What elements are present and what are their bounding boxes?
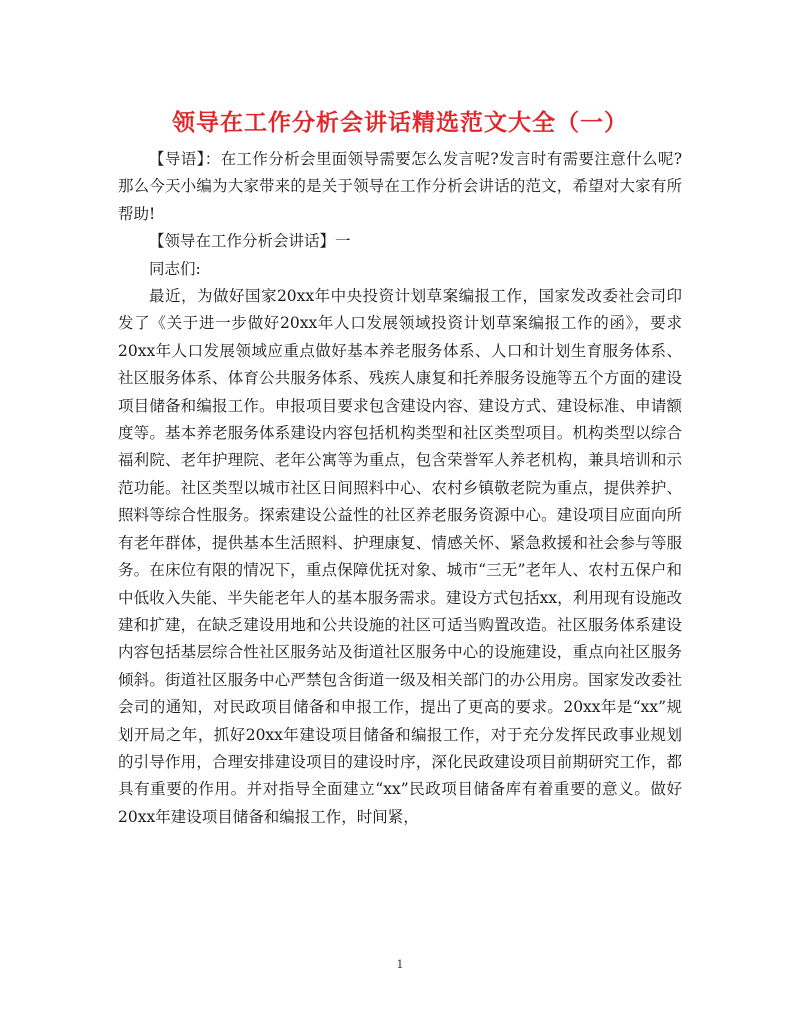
document-body (118, 146, 682, 831)
intro-paragraph: 【导语】：在工作分析会里面领导需要怎么发言呢?发言时有需要注意什么呢?那么今天小编为大家带来的是关于领导在工作分析会讲话的范文，希望对大家有所帮助! (118, 150, 682, 223)
salutation: 同志们: (149, 259, 201, 278)
main-paragraph: 最近，为做好国家20xx年中央投资计划草案编报工作，国家发改委社会司印发了《关于进一步做好20xx年人口发展领域投资计划草案编报工作的函》，要求20xx年人口发展领域应重点做好基本养老服务体系、人口和计划生育服务体系、社区服务体系、体育公共服务体系、残疾人康复和托养服务设施等五个方面的建设项目储备和编报工作。申报项目要求包含建设内容、建设方式、建设标准、申请额度等。基本养老服务体系建设内容包括机构类型和社区类型项目。机构类型以综合福利院、老年护理院、老年公寓等为重点，包含荣誉军人养老机构，兼具培训和示范功能。社区类型以城市社区日间照料中心、农村乡镇敬老院为重点，提供养护、照料等综合性服务。探索建设公益性的社区养老服务资源中心。建设项目应面向所有老年群体，提供基本生活照料、护理康复、情感关怀、紧急救援和社会参与等服务。在床位有限的情况下，重点保障优抚对象、城市“三无”老年人、农村五保户和中低收入失能、半失能老年人的基本服务需求。建设方式包括xx，利用现有设施改建和扩建，在缺乏建设用地和公共设施的社区可适当购置改造。社区服务体系建设内容包括基层综合性社区服务站及街道社区服务中心的设施建设，重点向社区服务倾斜。街道社区服务中心严禁包含街道一级及相关部门的办公用房。国家发改委社会司的通知，对民政项目储备和申报工作，提出了更高的要求。20xx年是“xx”规划开局之年，抓好20xx年建设项目储备和编报工作，对于充分发挥民政事业规划的引导作用，合理安排建设项目的建设时序，深化民政建设项目前期研究工作，都具有重要的作用。并对指导全面建立“xx”民政项目储备库有着重要的意义。做好20xx年建设项目储备和编报工作，时间紧， (118, 287, 682, 826)
document-title: 领导在工作分析会讲话精选范文大全（一） (172, 109, 628, 136)
section-heading: 【领导在工作分析会讲话】一 (149, 232, 351, 251)
page-number: 1 (396, 958, 404, 971)
